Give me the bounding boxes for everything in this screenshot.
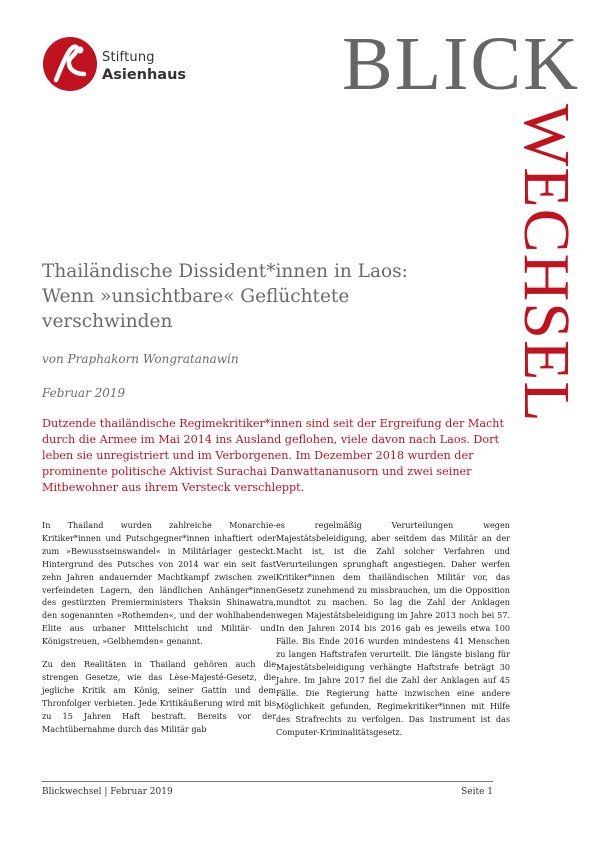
article-title: Thailändische Dissident*innen in Laos: Wenn »unsichtbare« Geflüchtete verschwinden [42, 261, 408, 332]
body-column-left [42, 519, 276, 746]
logo [42, 36, 202, 96]
body-paragraph: Zu den Realitäten in Thailand gehören auch die strengen Gesetze, wie das Lèse-Majesté-Gesetz, die jegliche Kritik am König, seiner Gattin und dem Thronfolger verbieten. Jede Kritikäußerung wird mit bis zu 15 Jahren Haft bestraft. Bereits vor der Machtübernahme durch das Militär gab [42, 659, 276, 734]
article-lead: Dutzende thailändische Regimekritiker*innen sind seit der Ergreifung der Macht durch die Armee im Mai 2014 ins Ausland geflohen, viele davon nach Laos. Dort leben sie unregistriert und im Verborgenen. Im Dezember 2018 wurden der prominente politische Aktivist Surachai Danwattananusorn und zwei seiner Mitbewohner aus ihrem Versteck verschleppt. [42, 417, 504, 494]
masthead-blick: BLICK [342, 22, 580, 106]
stiftung-asienhaus-logo-icon [42, 36, 98, 92]
logo-text-stiftung: Stiftung [102, 50, 155, 65]
body-paragraph: In Thailand wurden zahlreiche Monarchie-Kritiker*innen und Putschgegner*innen inhaftiert oder zum »Bewusstseinswandel« in Militärlager gesteckt. Hintergrund des Putsches von 2014 war ein seit fast zehn Jahren andauernder Machtkampf zwischen zwei verfeindeten Lagern, den ländlichen Anhänger*innen des gestürzten Premierministers Thaksin Shinawatra, den sogenannten »Rothemden«, und der wohlhabenden Elite aus urbaner Mittelschicht und Militär- und Königstreuen, »Gelbhemden« genannt. [42, 520, 276, 647]
article-author: von Praphakorn Wongratanawin [42, 352, 239, 366]
footer-publication: Blickwechsel | Februar 2019 [42, 787, 173, 797]
logo-text-asienhaus: Asienhaus [102, 67, 187, 83]
masthead-wechsel-text: WECHSEL [510, 104, 583, 423]
footer-divider [42, 781, 493, 782]
footer-page-number: Seite 1 [461, 787, 493, 797]
body-paragraph: es regelmäßig Verurteilungen wegen Majestätsbeleidigung, aber seitdem das Militär an der Macht ist, ist die Zahl solcher Verfahren und Verurteilungen sprunghaft angestiegen. Daher werfen Kritiker*innen dem thailändischen Militär vor, das Gesetz zunehmend zu missbrauchen, um die Opposition mundtot zu machen. So lag die Zahl der Anklagen wegen Majestätsbeleidigung im Jahre 2013 noch bei 57. In den Jahren 2014 bis 2016 gab es jeweils etwa 100 Fälle. Bis Ende 2016 wurden mindestens 41 Menschen zu langen Haftstrafen verurteilt. Die längste bislang für Majestätsbeleidigung verhängte Haftstrafe beträgt 30 Jahre. Im Jahre 2017 fiel die Zahl der Anklagen auf 45 Fälle. Die Regierung hatte inzwischen eine andere Möglichkeit gefunden, Regimekritiker*innen mit Hilfe des Strafrechts zu verfolgen. Das Instrument ist das Computer-Kriminalitätsgesetz. [276, 520, 510, 737]
masthead-wechsel [510, 104, 583, 464]
body-column-right [276, 519, 510, 748]
article-date: Februar 2019 [42, 386, 126, 400]
